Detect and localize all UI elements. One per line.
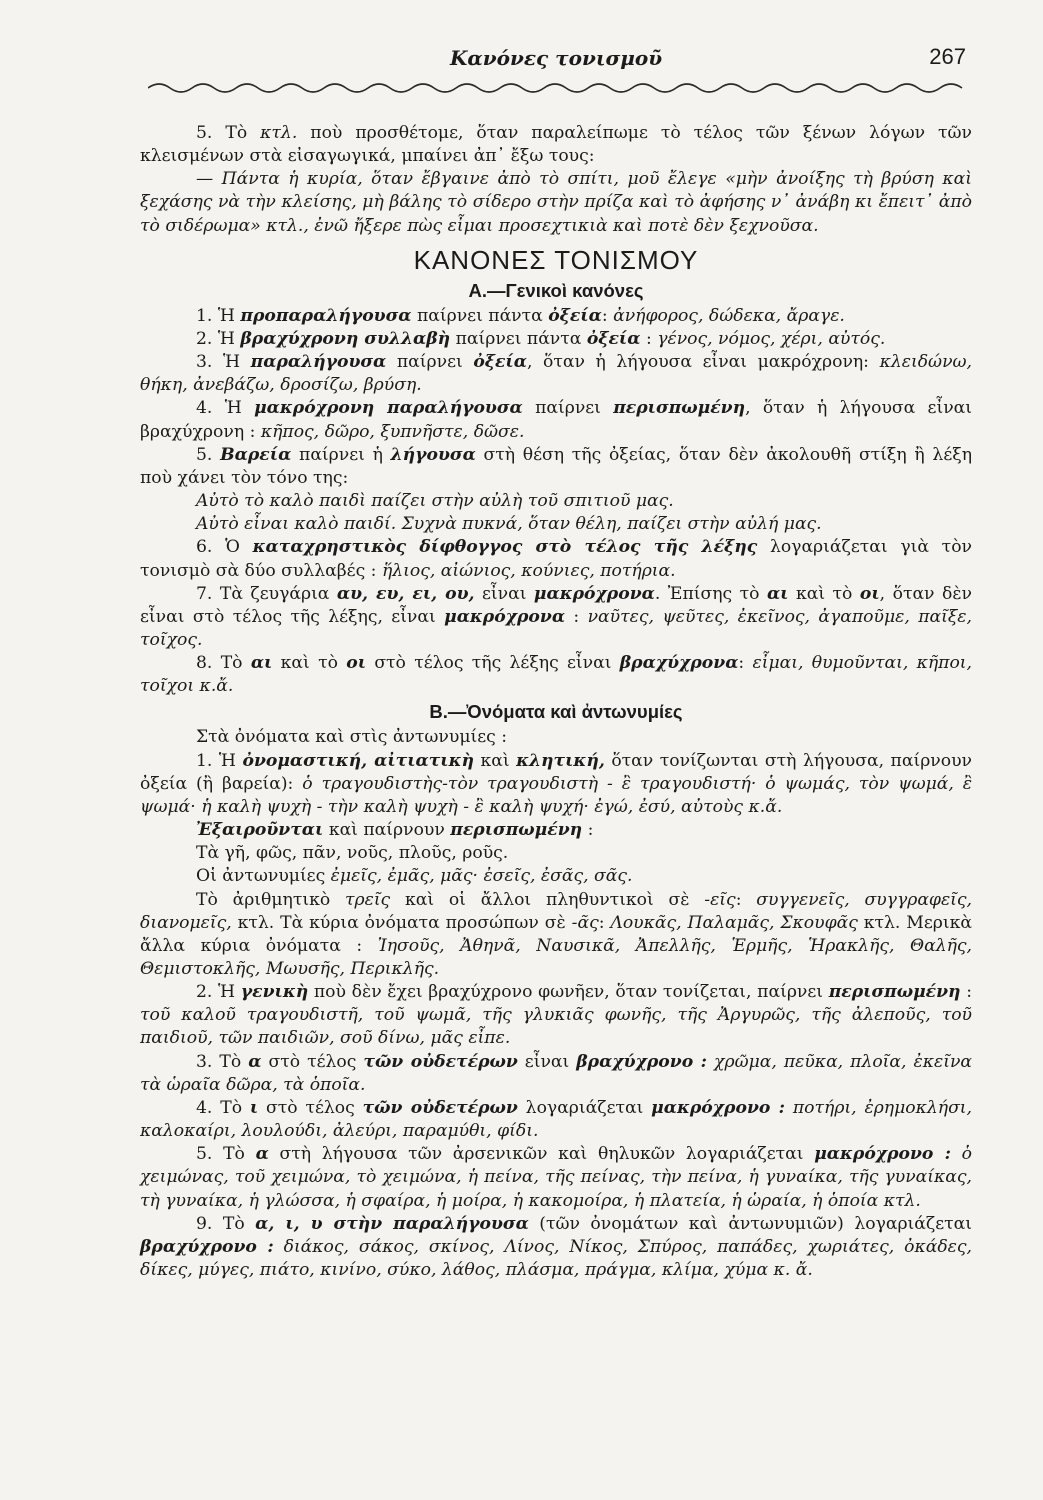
text: λογαριάζεται: [517, 1097, 652, 1118]
text: παίρνει: [386, 352, 474, 373]
text: κλητική,: [516, 750, 605, 771]
text: συγγενεῖς, συγγραφεῖς, διανομεῖς,: [140, 889, 973, 933]
text: 2. Ἡ: [196, 982, 241, 1003]
text: 4. Ἡ: [196, 398, 255, 419]
text: μακρόχρονο :: [651, 1097, 786, 1118]
text: βραχύχρονα: [619, 653, 739, 674]
text: -ᾶς: [571, 912, 599, 933]
text: ι: [249, 1097, 259, 1118]
text: εἶναι: [517, 1051, 577, 1072]
running-head: [150, 46, 970, 76]
text: οι: [346, 653, 367, 674]
rule-a2: [140, 328, 972, 351]
text: , ὅταν δὲν εἶναι στὸ τέλος τῆς λέξης, εἶναι: [140, 583, 973, 627]
text: ὀνομαστική, αἰτιατικὴ: [242, 750, 475, 771]
text: εἶναι: [474, 583, 534, 604]
quote-example: — Πάντα ἡ κυρία, ὅταν ἔβγαινε ἀπὸ τὸ σπίτι, μοῦ ἔλεγε «μὴν ἀνοίξης τὴ βρύση καὶ ξεχάσης νὰ τὴν κλείσης, μὴ βάλης τὸ σίδερο στὴν πρίζα καὶ τὸ ἀφήσης ν᾽ ἀνάβη κι ἔπειτ᾽ ἀπὸ τὸ σιδέρωμα» κτλ., ἐνῶ ἤξερε πὼς εἶμαι προσεχτικιὰ καὶ ποτὲ δὲν ξεχνοῦσα.: [140, 169, 972, 236]
text: Ἰησοῦς, Ἀθηνᾶ, Ναυσικᾶ, Ἀπελλῆς, Ἑρμῆς, Ἡρακλῆς, Θαλῆς, Θεμιστοκλῆς, Μωυσῆς, Περικλῆς.: [140, 935, 972, 979]
text: παίρνει πάντα: [411, 305, 549, 326]
text: καὶ τὸ: [272, 653, 347, 674]
text: τῶν οὐδετέρων: [362, 1097, 518, 1118]
rule-a5: [140, 444, 972, 490]
text: :: [735, 889, 757, 910]
text: :: [601, 305, 614, 326]
text: 2. Ἡ: [196, 328, 241, 349]
text: Τὸ ἀριθμητικὸ: [196, 889, 345, 910]
running-head-title: Κανόνες τονισμοῦ: [450, 46, 663, 70]
rule-a4: [140, 397, 972, 443]
text: [951, 1144, 962, 1164]
text: 5. Τὸ: [196, 123, 261, 143]
text: εἶμαι, θυμοῦνται, κῆποι, τοῖχοι κ.ἄ.: [140, 653, 973, 697]
text: 3. Τὸ: [196, 1051, 249, 1072]
rule-a5-example-1: Αὐτὸ τὸ καλὸ παιδὶ παίζει στὴν αὐλὴ τοῦ σπιτιοῦ μας.: [196, 491, 674, 512]
text: στὸ τέλος τῆς λέξης εἶναι: [366, 653, 620, 674]
text: αυ, ευ, ει, ου,: [336, 583, 475, 604]
text: βραχύχρονη συλλαβὴ: [240, 328, 451, 349]
text: ποὺ δὲν ἔχει βραχύχρονο φωνῆεν, ὅταν τονίζεται, παίρνει: [308, 982, 829, 1003]
text: μακρόχρονη παραλήγουσα: [254, 398, 523, 419]
section-a-title: Α.—Γενικοὶ κανόνες: [468, 279, 644, 301]
section-b-intro: Στὰ ὀνόματα καὶ στὶς ἀντωνυμίες :: [196, 727, 508, 748]
text: α: [255, 1144, 269, 1165]
section-b-title: Β.—Ὀνόματα καὶ ἀντωνυμίες: [429, 701, 683, 723]
text: παίρνει: [522, 398, 614, 419]
text: γένος, νόμος, χέρι, αὐτός.: [657, 328, 886, 349]
text: καὶ παίρνουν: [323, 820, 451, 841]
text: [274, 1237, 284, 1257]
text: 5.: [196, 444, 221, 465]
text: βραχύχρονο :: [140, 1236, 274, 1257]
text: κτλ.: [260, 123, 298, 143]
rule-b4: [140, 1097, 972, 1143]
text: κῆπος, δῶρο, ξυπνῆστε, δῶσε.: [260, 421, 525, 442]
text: ὀξεία: [586, 328, 641, 349]
text: :: [582, 820, 594, 841]
text: τοῦ καλοῦ τραγουδιστῆ, τοῦ ψωμᾶ, τῆς γλυκιᾶς φωνῆς, τῆς Ἀργυρῶς, τῆς ἀλεποῦς, τοῦ παιδιοῦ, τῶν παιδιῶν, σοῦ δίνω, μᾶς εἶπε.: [140, 1005, 972, 1049]
text: τῶν οὐδετέρων: [363, 1051, 518, 1072]
text: παίρνει ἡ: [291, 444, 391, 465]
rule-b9: [140, 1213, 972, 1282]
text: . Ἐπίσης τὸ: [654, 583, 767, 604]
text: καὶ τὸ: [788, 583, 860, 604]
text: μακρόχρονα: [444, 606, 566, 627]
text: Λουκᾶς, Παλαμᾶς, Σκουφᾶς: [610, 912, 858, 933]
text: 4. Τὸ: [196, 1097, 250, 1118]
wavy-rule: [148, 80, 973, 96]
text: ὅταν τονίζωνται στὴ λήγουσα, παίρνουν ὀξεία (ἢ βαρεία):: [140, 750, 972, 794]
text: 6. Ὁ: [196, 537, 253, 558]
text: τρεῖς: [344, 889, 391, 910]
rule-a3: [140, 351, 972, 397]
rule-a5-example-2: Αὐτὸ εἶναι καλὸ παιδί. Συχνὰ πυκνά, ὅταν θέλη, παίζει στὴν αὐλή μας.: [196, 514, 822, 535]
rule-a7: [140, 583, 972, 652]
text: κλειδώνω, θήκη, ἀνεβάζω, δροσίζω, βρύση.: [140, 352, 972, 396]
rule-a1: [140, 305, 972, 328]
text: κτλ. Τὰ κύρια ὀνόματα προσώπων σὲ: [231, 912, 572, 933]
text: :: [565, 606, 588, 627]
text: μακρόχρονο :: [814, 1144, 951, 1165]
text: προπαραλήγουσα: [240, 305, 412, 326]
text: :: [960, 982, 972, 1003]
text: αι: [250, 653, 273, 674]
text: ποὺ προσθέτομε, ὅταν παραλείπωμε τὸ τέλος τῶν ξένων λόγων τῶν κλεισμένων στὰ εἰσαγωγικά, μπαίνει ἀπ᾽ ἔξω τους:: [140, 123, 973, 167]
text: ναῦτες, ψεῦτες, ἐκεῖνος, ἀγαποῦμε, παῖξε, τοῖχος.: [140, 606, 972, 650]
page-body: [140, 122, 972, 1282]
text: Ἐξαιροῦνται: [196, 820, 324, 841]
exceptions-line-2: [140, 865, 972, 888]
rule-a6: [140, 536, 972, 582]
paragraph-5-ktl: [140, 122, 972, 168]
text: καὶ οἱ ἄλλοι πληθυντικοὶ σὲ: [390, 889, 705, 910]
text: ἀνήφορος, δώδεκα, ἄραγε.: [613, 305, 845, 326]
rule-b2: [140, 981, 972, 1050]
text: ὀξεία: [473, 352, 527, 373]
text: (τῶν ὀνομάτων καὶ ἀντωνυμιῶν) λογαριάζεται: [528, 1213, 972, 1234]
text: 5. Τὸ: [196, 1144, 256, 1165]
rule-b1: [140, 750, 972, 819]
text: περισπωμένη: [450, 820, 583, 841]
text: περισπωμένη: [828, 982, 961, 1003]
text: καὶ: [474, 750, 517, 771]
page-number: 267: [929, 44, 966, 69]
text: [785, 1098, 793, 1118]
text: ἐμεῖς, ἐμᾶς, μᾶς· ἐσεῖς, ἐσᾶς, σᾶς.: [330, 866, 633, 887]
rule-b5: [140, 1143, 972, 1212]
text: διάκος, σάκος, σκίνος, Λίνος, Νίκος, Σπύρος, παπάδες, χωριάτες, ὀκάδες, δίκες, μύγες, πιάτο, κινίνο, σύκο, λάθος, πλάσμα, πράγμα, κλίμα, χύμα κ. ἄ.: [140, 1236, 972, 1281]
text: 9. Τὸ: [196, 1213, 256, 1234]
text: α, ι, υ στὴν παραλήγουσα: [255, 1213, 529, 1234]
text: παίρνει πάντα: [450, 328, 587, 349]
text: , ὅταν ἡ λήγουσα εἶναι μακρόχρονη:: [526, 352, 880, 373]
text: :: [640, 328, 658, 349]
text: 1. Ἡ: [196, 750, 243, 771]
text: ἥλιος, αἰώνιος, κούνιες, ποτήρια.: [381, 560, 676, 581]
text: γενικὴ: [240, 982, 309, 1003]
text: περισπωμένη: [613, 398, 746, 419]
text: [707, 1052, 714, 1072]
text: χρῶμα, πεῦκα, πλοῖα, ἐκεῖνα τὰ ὡραῖα δῶρα, τὰ ὁποῖα.: [140, 1051, 973, 1095]
main-title: ΚΑΝΟΝΕΣ ΤΟΝΙΣΜΟΥ: [413, 244, 699, 275]
text: στὴ θέση τῆς ὀξείας, ὅταν δὲν ἀκολουθῆ στίξη ἢ λέξη ποὺ χάνει τὸν τόνο της:: [140, 444, 972, 488]
text: στὸ τέλος: [261, 1051, 364, 1072]
rule-b3: [140, 1051, 972, 1097]
rule-a8: [140, 652, 972, 698]
text: α: [248, 1051, 262, 1072]
text: ὁ χειμώνας, τοῦ χειμώνα, τὸ χειμώνα, ἡ πείνα, τῆς πείνας, τὴν πείνα, ἡ γυναίκα, τῆς γυναίκας, τὴ γυναίκα, ἡ γλώσσα, ἡ σφαίρα, ἡ μοίρα, ἡ κακομοίρα, ἡ πλατεία, ἡ ὡραία, ἡ ὁποία κτλ.: [140, 1144, 972, 1211]
text: 7. Τὰ ζευγάρια: [196, 583, 337, 604]
text: ὁ τραγουδιστὴς-τὸν τραγουδιστὴ - ἒ τραγουδιστή· ὁ ψωμάς, τὸν ψωμά, ἒ ψωμά· ἡ καλὴ ψυχὴ - τὴν καλὴ ψυχὴ - ἒ καλὴ ψυχή· ἐγώ, ἐσύ, αὐτοὺς κ.ἄ.: [140, 773, 972, 817]
text: μακρόχρονα: [533, 583, 655, 604]
text: ὀξεία: [548, 305, 602, 326]
text: λογαριάζεται γιὰ τὸν τονισμὸ σὰ δύο συλλαβές :: [140, 537, 972, 581]
text: 3. Ἡ: [196, 352, 251, 373]
text: αι: [766, 583, 789, 604]
text: ποτήρι, ἐρημοκλήσι, καλοκαίρι, λουλούδι, ἀλεύρι, παραμύθι, φίδι.: [140, 1097, 973, 1142]
text: παραλήγουσα: [250, 352, 387, 373]
text: στὴ λήγουσα τῶν ἀρσενικῶν καὶ θηλυκῶν λογαριάζεται: [268, 1144, 815, 1165]
text: :: [738, 653, 753, 674]
rule-b-exceptions: [140, 819, 972, 842]
text: -εῖς: [704, 889, 736, 910]
exceptions-line-1: Τὰ γῆ, φῶς, πᾶν, νοῦς, πλοῦς, ροῦς.: [196, 843, 509, 864]
text: βραχύχρονο :: [576, 1051, 708, 1072]
text: οι: [859, 583, 880, 604]
text: Οἱ ἀντωνυμίες: [196, 866, 331, 887]
text: , ὅταν ἡ λήγουσα εἶναι βραχύχρονη :: [140, 398, 972, 442]
exceptions-line-3: [140, 889, 972, 982]
text: στὸ τέλος: [258, 1097, 363, 1118]
text: καταχρηστικὸς δίφθογγος στὸ τέλος τῆς λέξης: [252, 537, 758, 558]
text: 8. Τὸ: [196, 653, 251, 674]
text: 1. Ἡ: [196, 305, 241, 326]
text: :: [598, 912, 611, 933]
text: Βαρεία: [220, 444, 292, 465]
text: κτλ. Μερικὰ ἄλλα κύρια ὀνόματα :: [140, 912, 972, 956]
text: λήγουσα: [390, 444, 476, 465]
